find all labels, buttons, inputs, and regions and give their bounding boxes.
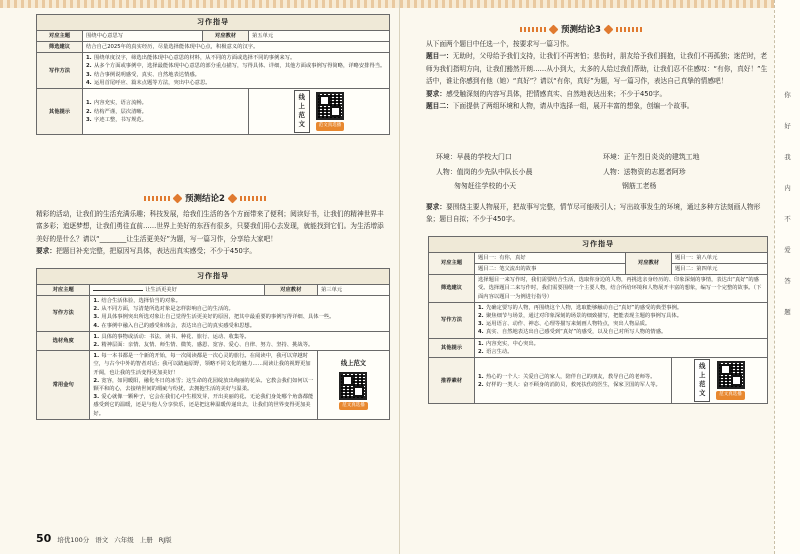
requirement-label: 要求： — [36, 247, 57, 256]
list-item: 3. 用具体事例突出所选对象让自己觉得生活更美好的原因，把其中最重要的事例写得详细、具体一些。 — [93, 314, 335, 321]
prompt-text: 精彩的活动，让我们的生活充满乐趣；科技发展，给我们生活的各个方面带来了便利；阅读好书，让我们的精神世界丰富多彩；追逐梦想，让我们勇往直前……世界上美好的东西有很多，只要我们用心去发现，就能找到它们。为生活增添美好的是什么？请以“________让生活更美好”为题，写一篇习作，分享给大家吧！ — [36, 210, 384, 243]
list-item: 3. 运用语言、动作、神态、心理等描写来刻画人物特点，突出人物品质。 — [478, 321, 651, 328]
question-1: 题目一：无助时，父母给予我们支持，让我们不再害怕；悲伤时，朋友给予我们拥抱，让我们不再孤独；迷茫时，老师为我们指明方向，让我们豁然开朗……从小到大，太多的人给过我们帮助，让我们忍不住感叹：“有你，真好！”生活中，谁让你感到有他（她）“真好”？请以“有你，真好”为题，写一篇习作，表达自己真挚的情感吧！ — [426, 52, 768, 86]
theme-label: 对应主题 — [37, 30, 83, 41]
table-title: 习作指导 — [37, 15, 390, 31]
side-char: 答 — [784, 277, 791, 285]
writing-guide-table-1 — [36, 14, 390, 135]
table-title: 习作指导 — [37, 269, 390, 285]
qr-caption: 范文真选播 — [339, 402, 368, 411]
subject: 语文 — [95, 536, 109, 544]
side-char: 你 — [784, 91, 791, 99]
option-row: 匆匆赶往学校的小天 钢筋工老杨 — [454, 182, 657, 190]
page-footer — [36, 532, 172, 545]
requirement-1: 要求：感受触深刻的内容写具体，把情感真实、自然地表达出来；不少于450字。 — [426, 89, 667, 98]
material-label: 对应教材 — [264, 284, 317, 295]
table-title: 习作指导 — [429, 237, 768, 253]
method-list — [475, 302, 768, 338]
brand: 培优100分 — [57, 536, 90, 544]
list-item: 1. 围绕单度汉字，筛选出能体现中心意思的材料，从不同的方面或选择不同的事例来写。 — [86, 55, 296, 62]
top-border-decoration — [0, 0, 399, 8]
edition: RJ版 — [158, 536, 172, 544]
material-value: 第三单元 — [317, 284, 389, 295]
qr-code[interactable] — [339, 372, 367, 400]
decor-stripes — [520, 27, 546, 32]
qr-caption: 范文真选播 — [316, 122, 345, 131]
list-item: 1. 先确定要写的人物，再围绕这个人物，选取能够触动自己“真好”的感受的典型事例。 — [478, 304, 683, 311]
tips-label: 其他提示 — [429, 338, 475, 357]
method-list — [90, 296, 390, 332]
decor-stripes — [144, 196, 170, 201]
theme-values: 题目一：有你，真好 题目二：笔父流出的故事 — [475, 252, 626, 274]
filter-label: 筛选建议 — [37, 42, 83, 53]
list-item: 2. 聚焦细节与场景，通过对印象深刻的场景的细致描写，把能表现主题的事例写具体。 — [478, 313, 682, 320]
side-char: 题 — [784, 308, 791, 316]
list-item: 2. 从不同方面，写清楚所选对象是怎样影响自己的生活的。 — [93, 306, 234, 313]
online-sample-cell — [249, 89, 390, 135]
diamond-icon — [603, 24, 613, 34]
qr-code[interactable] — [717, 361, 745, 389]
recommend-list — [475, 358, 672, 404]
filter-text: 结合自己2025年的真实经历，尽量选择能体现中心点，积极意义的汉字。 — [83, 42, 390, 53]
requirement-text: 把题目补充完整，把原因写具体，表达出真实感受；不少于450字。 — [56, 247, 257, 256]
list-item: 1. 具体的事物或活动：书法、读书、种花、旅行、运动、收集等。 — [93, 333, 250, 340]
side-char: 爱 — [784, 246, 791, 254]
list-item: 1. 每一本书都是一个新的开始，每一次阅读都是一次心灵的旅行。在阅读中，我可以穿越时空，与古今中外的智者对话；我可以踏遍原野，领略不同文化的魅力……阅读让我的视野更加开阔，也让我的生活变得更加美好！ — [93, 353, 311, 376]
theme-label: 对应主题 — [429, 252, 475, 274]
theme-value: 让生活更美好 — [90, 284, 264, 295]
grade: 六年级 — [114, 536, 134, 544]
list-item: 3. 结合事例说明感受，真实、自然地表达情感。 — [86, 71, 200, 78]
side-char: 好 — [784, 122, 791, 130]
method-label: 写作方法 — [37, 53, 83, 89]
intro-text: 从下面两个题目中任选一个，按要求写一篇习作。 — [426, 40, 574, 48]
list-item: 4. 在事例中融入自己的感受和体会，表达出自己的真实感受和思想。 — [93, 322, 256, 329]
decor-stripes — [240, 196, 266, 201]
online-sample-label: 线 上 范 文 — [694, 359, 710, 402]
side-char: 不 — [784, 215, 791, 223]
online-sample-label: 线 上 范 文 — [294, 90, 310, 133]
top-border-decoration — [400, 0, 800, 8]
side-margin-strip — [774, 0, 800, 554]
tips-list — [475, 338, 768, 357]
qr-code[interactable] — [316, 92, 344, 120]
list-item: 3. 字迹工整，书写规范。 — [86, 116, 147, 123]
writing-guide-table-2 — [36, 268, 390, 420]
blank-line — [93, 290, 143, 291]
online-sample-label: 线上范文 — [340, 359, 367, 367]
list-item: 2. 语言生动。 — [478, 348, 513, 355]
question-2: 题目二：下面提供了两组环境和人物，请从中选择一组，展开丰富的想象，创编一个故事。 — [426, 101, 694, 110]
list-item: 3. 爱心就像一颗种子，它会在我们心中生根发芽，开出美丽的花。无论我们身处哪个角落都能感受到它的温暖，还是与他人分享快乐，还是把这种温暖传递出去，让我们的世界变得更加美好。 — [93, 394, 314, 417]
option-row: 人物：值岗的少先队中队长小晨 人物：送物资的志愿者阿珍 — [436, 167, 686, 176]
story-options — [436, 150, 770, 194]
list-item: 1. 热心的一个人：关爱自己的家人，陪伴自己的朋友，教导自己的老师等。 — [478, 373, 656, 380]
prompt-3 — [426, 38, 770, 112]
list-item: 4. 运用首尾呼应、篇末点题等方法，突出中心意思。 — [86, 79, 211, 86]
prompt-2 — [36, 208, 390, 258]
side-char: 内 — [784, 184, 791, 192]
sentences-label: 常用金句 — [37, 351, 90, 420]
method-label: 写作方法 — [37, 296, 90, 332]
decor-stripes — [616, 27, 642, 32]
list-item: 1. 内容充实，语言流畅。 — [86, 100, 147, 107]
material-value: 第五单元 — [249, 30, 390, 41]
list-item: 2. 从多个方面或事例中，选择最能体现中心意思的部分重点描写，写得具体、详细，其他方面或事例写得简略，详略安排得当。 — [86, 63, 386, 70]
qr-caption: 范文真选播 — [716, 391, 745, 400]
writing-guide-table-3 — [428, 236, 768, 404]
method-label: 写作方法 — [429, 302, 475, 338]
tips-list — [83, 89, 249, 135]
tips-label: 其他提示 — [37, 89, 83, 135]
diamond-icon — [227, 193, 237, 203]
list-item: 2. 好样的一类人：奋不顾身的消防员，救死扶伤的医生，保家卫国的军人等。 — [478, 381, 661, 388]
material-label: 对应教材 — [626, 252, 672, 274]
right-page — [400, 0, 800, 554]
theme-value: 围绕中心意思写 — [83, 30, 203, 41]
list-item: 2. 精神层面：亲情、友情、师生情、微笑、感恩、宽容、爱心、自律、努力、坚持、挑战等。 — [93, 342, 314, 349]
section-heading-2: 预测结论2 — [144, 192, 266, 204]
angle-label: 选材角度 — [37, 331, 90, 350]
page-number: 50 — [36, 532, 52, 545]
online-sample-cell — [317, 351, 389, 420]
filter-text: 选择题目一来写作时，我们需要结合生活，选取你身边的人物，再挑选亲身经历的、印象深刻的事情，表达出“真好”的感受。选择题目二来写作时，我们需要围绕一个主要人物，结合所给环境和人物展开丰富的想象，编写一个完整的故事。（下面内容以题目一为例进行指导） — [475, 275, 768, 303]
list-item: 1. 结合生活体验，选择恰当的对象。 — [93, 298, 181, 305]
sentence-list — [90, 351, 318, 420]
term: 上册 — [139, 536, 153, 544]
list-item: 2. 宽容，如同暖阳，融化冬日的冰雪；这生命的花园绽放出绚丽的花朵。它教会我们如何以一颗平和的心，去接纳世间的瑕疵与纷扰，去拥抱生活的美好与温柔。 — [93, 377, 314, 393]
material-values: 题目一：第八单元 题目二：第四单元 — [672, 252, 768, 274]
recommend-label: 推荐素材 — [429, 358, 475, 404]
filter-label: 筛选建议 — [429, 275, 475, 303]
diamond-icon — [173, 193, 183, 203]
diamond-icon — [549, 24, 559, 34]
list-item: 2. 结构严谨，层次清晰。 — [86, 108, 147, 115]
material-label: 对应教材 — [203, 30, 249, 41]
list-item: 4. 真实、自然地表达出自己感受到“真好”的感受，以及自己对所写人物的情感。 — [478, 329, 667, 336]
option-row: 环境：早晨的学校大门口 环境：正午烈日炎炎的建筑工地 — [436, 153, 700, 161]
online-sample-cell — [672, 358, 768, 404]
angle-list — [90, 331, 390, 350]
requirement-2: 要求：要围绕主要人物展开，把故事写完整，情节尽可能吸引人；写出故事发生的环境，通过多种方法刻画人物形象；题目自拟；不少于450字。 — [426, 203, 761, 224]
theme-label: 对应主题 — [37, 284, 90, 295]
list-item: 1. 内容充实，中心突出。 — [478, 340, 539, 347]
section-heading-3: 预测结论3 — [520, 23, 642, 35]
method-list — [83, 53, 390, 89]
side-char: 我 — [784, 153, 791, 161]
